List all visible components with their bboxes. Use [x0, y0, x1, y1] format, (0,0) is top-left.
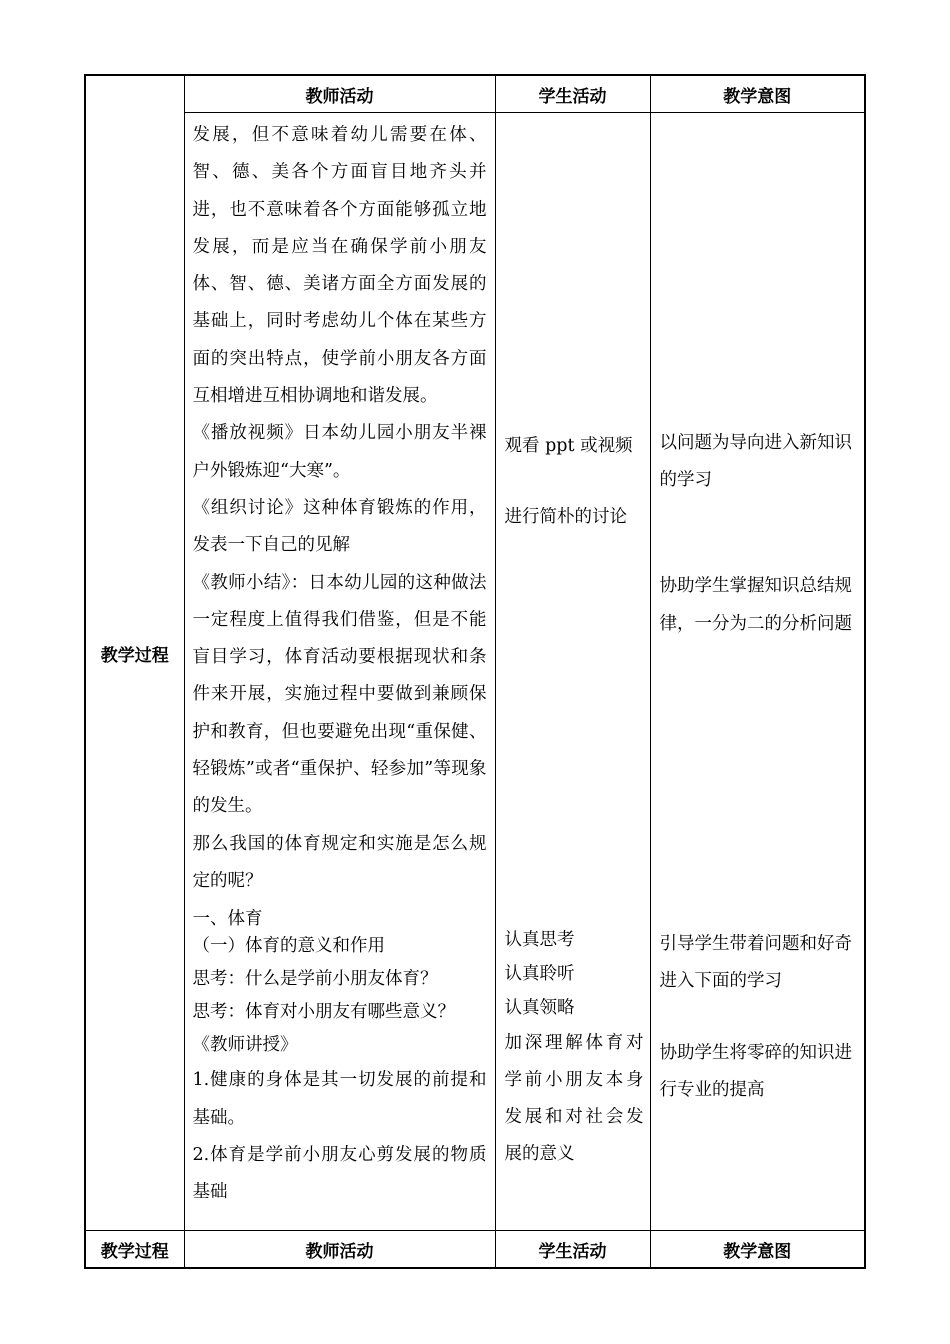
teacher-paragraph: 思考：什么是学前小朋友体育？: [192, 969, 438, 990]
footer-side-label: 教学过程: [85, 1231, 184, 1269]
teacher-paragraph: 思考：体育对小朋友有哪些意义？: [192, 1002, 455, 1023]
footer-teacher-activity: 教师活动: [184, 1231, 495, 1269]
student-activity-watch: 观看 ppt 或视频: [504, 436, 633, 456]
header-teacher-activity: 教师活动: [184, 75, 495, 113]
teacher-paragraph: （一）体育的意义和作用: [192, 936, 385, 957]
intent-block-curiosity: [660, 926, 859, 1000]
teacher-paragraph: 《组织讨论》这种体育锻炼的作用，发表一下自己的见解: [192, 497, 487, 556]
content-row: [85, 113, 865, 1231]
student-block-listen: [505, 923, 644, 1173]
intent-block-intro: [660, 425, 859, 499]
student-activity-deepen: 加深理解体育对学前小朋友本身发展和对社会发展的意义: [504, 1033, 644, 1164]
intent-block-raise: [660, 1035, 859, 1109]
student-block-discuss: [505, 499, 644, 535]
intent-intro: 以问题为导向进入新知识的学习: [659, 433, 852, 490]
teacher-paragraph: 《教师小结》：日本幼儿园的这种做法一定程度上值得我们借鉴，但是不能盲目学习，体育活动要根据现状和条件来开展，实施过程中要做到兼顾保护和教育，但也要避免出现“重保健、轻锻炼”或者“重保护、轻参加”等现象的发生。: [192, 572, 487, 817]
student-activity-think: 认真思考: [504, 930, 575, 950]
header-student-activity: 学生活动: [495, 75, 650, 113]
lesson-plan-table: [84, 74, 866, 1269]
teacher-paragraph: 《教师讲授》: [192, 1035, 298, 1056]
intent-block-summary: [660, 568, 859, 643]
intent-raise: 协助学生将零碎的知识进行专业的提高: [659, 1043, 852, 1100]
header-teaching-intent: 教学意图: [650, 75, 865, 113]
teaching-intent-cell: [650, 113, 865, 1231]
student-block-watch: [505, 428, 644, 464]
side-label: 教学过程: [100, 645, 169, 666]
teacher-paragraph: 一、体育: [192, 909, 263, 930]
teacher-paragraph: 1.健康的身体是其一切发展的前提和基础。: [192, 1070, 487, 1128]
teacher-paragraph: 发展，但不意味着幼儿需要在体、智、德、美各个方面盲目地齐头并进，也不意味着各个方面能够孤立地发展，而是应当在确保学前小朋友体、智、德、美诸方面全方面发展的基础上，同时考虑幼儿个体在某些方面的突出特点，使学前小朋友各方面互相增进互相协调地和谐发展。: [192, 125, 487, 407]
teacher-paragraph: 2.体育是学前小朋友心剪发展的物质基础: [192, 1144, 487, 1203]
side-label-cell: [85, 75, 184, 1231]
teacher-activity-cell: [184, 113, 495, 1231]
footer-teaching-intent: 教学意图: [650, 1231, 865, 1269]
teacher-paragraph: 《播放视频》日本幼儿园小朋友半裸户外锻炼迎“大寒”。: [192, 423, 487, 481]
table-footer-header-row: [85, 1231, 865, 1269]
table-header-row: [85, 75, 865, 113]
student-activity-listen: 认真聆听: [504, 964, 575, 984]
intent-curiosity: 引导学生带着问题和好奇进入下面的学习: [659, 934, 852, 991]
student-activity-cell: [495, 113, 650, 1231]
student-activity-discuss: 进行简朴的讨论: [504, 507, 627, 527]
teacher-paragraph: 那么我国的体育规定和实施是怎么规定的呢？: [192, 833, 487, 891]
footer-student-activity: 学生活动: [495, 1231, 650, 1269]
student-activity-understand: 认真领略: [504, 998, 575, 1018]
intent-summary: 协助学生掌握知识总结规律，一分为二的分析问题: [659, 576, 852, 634]
